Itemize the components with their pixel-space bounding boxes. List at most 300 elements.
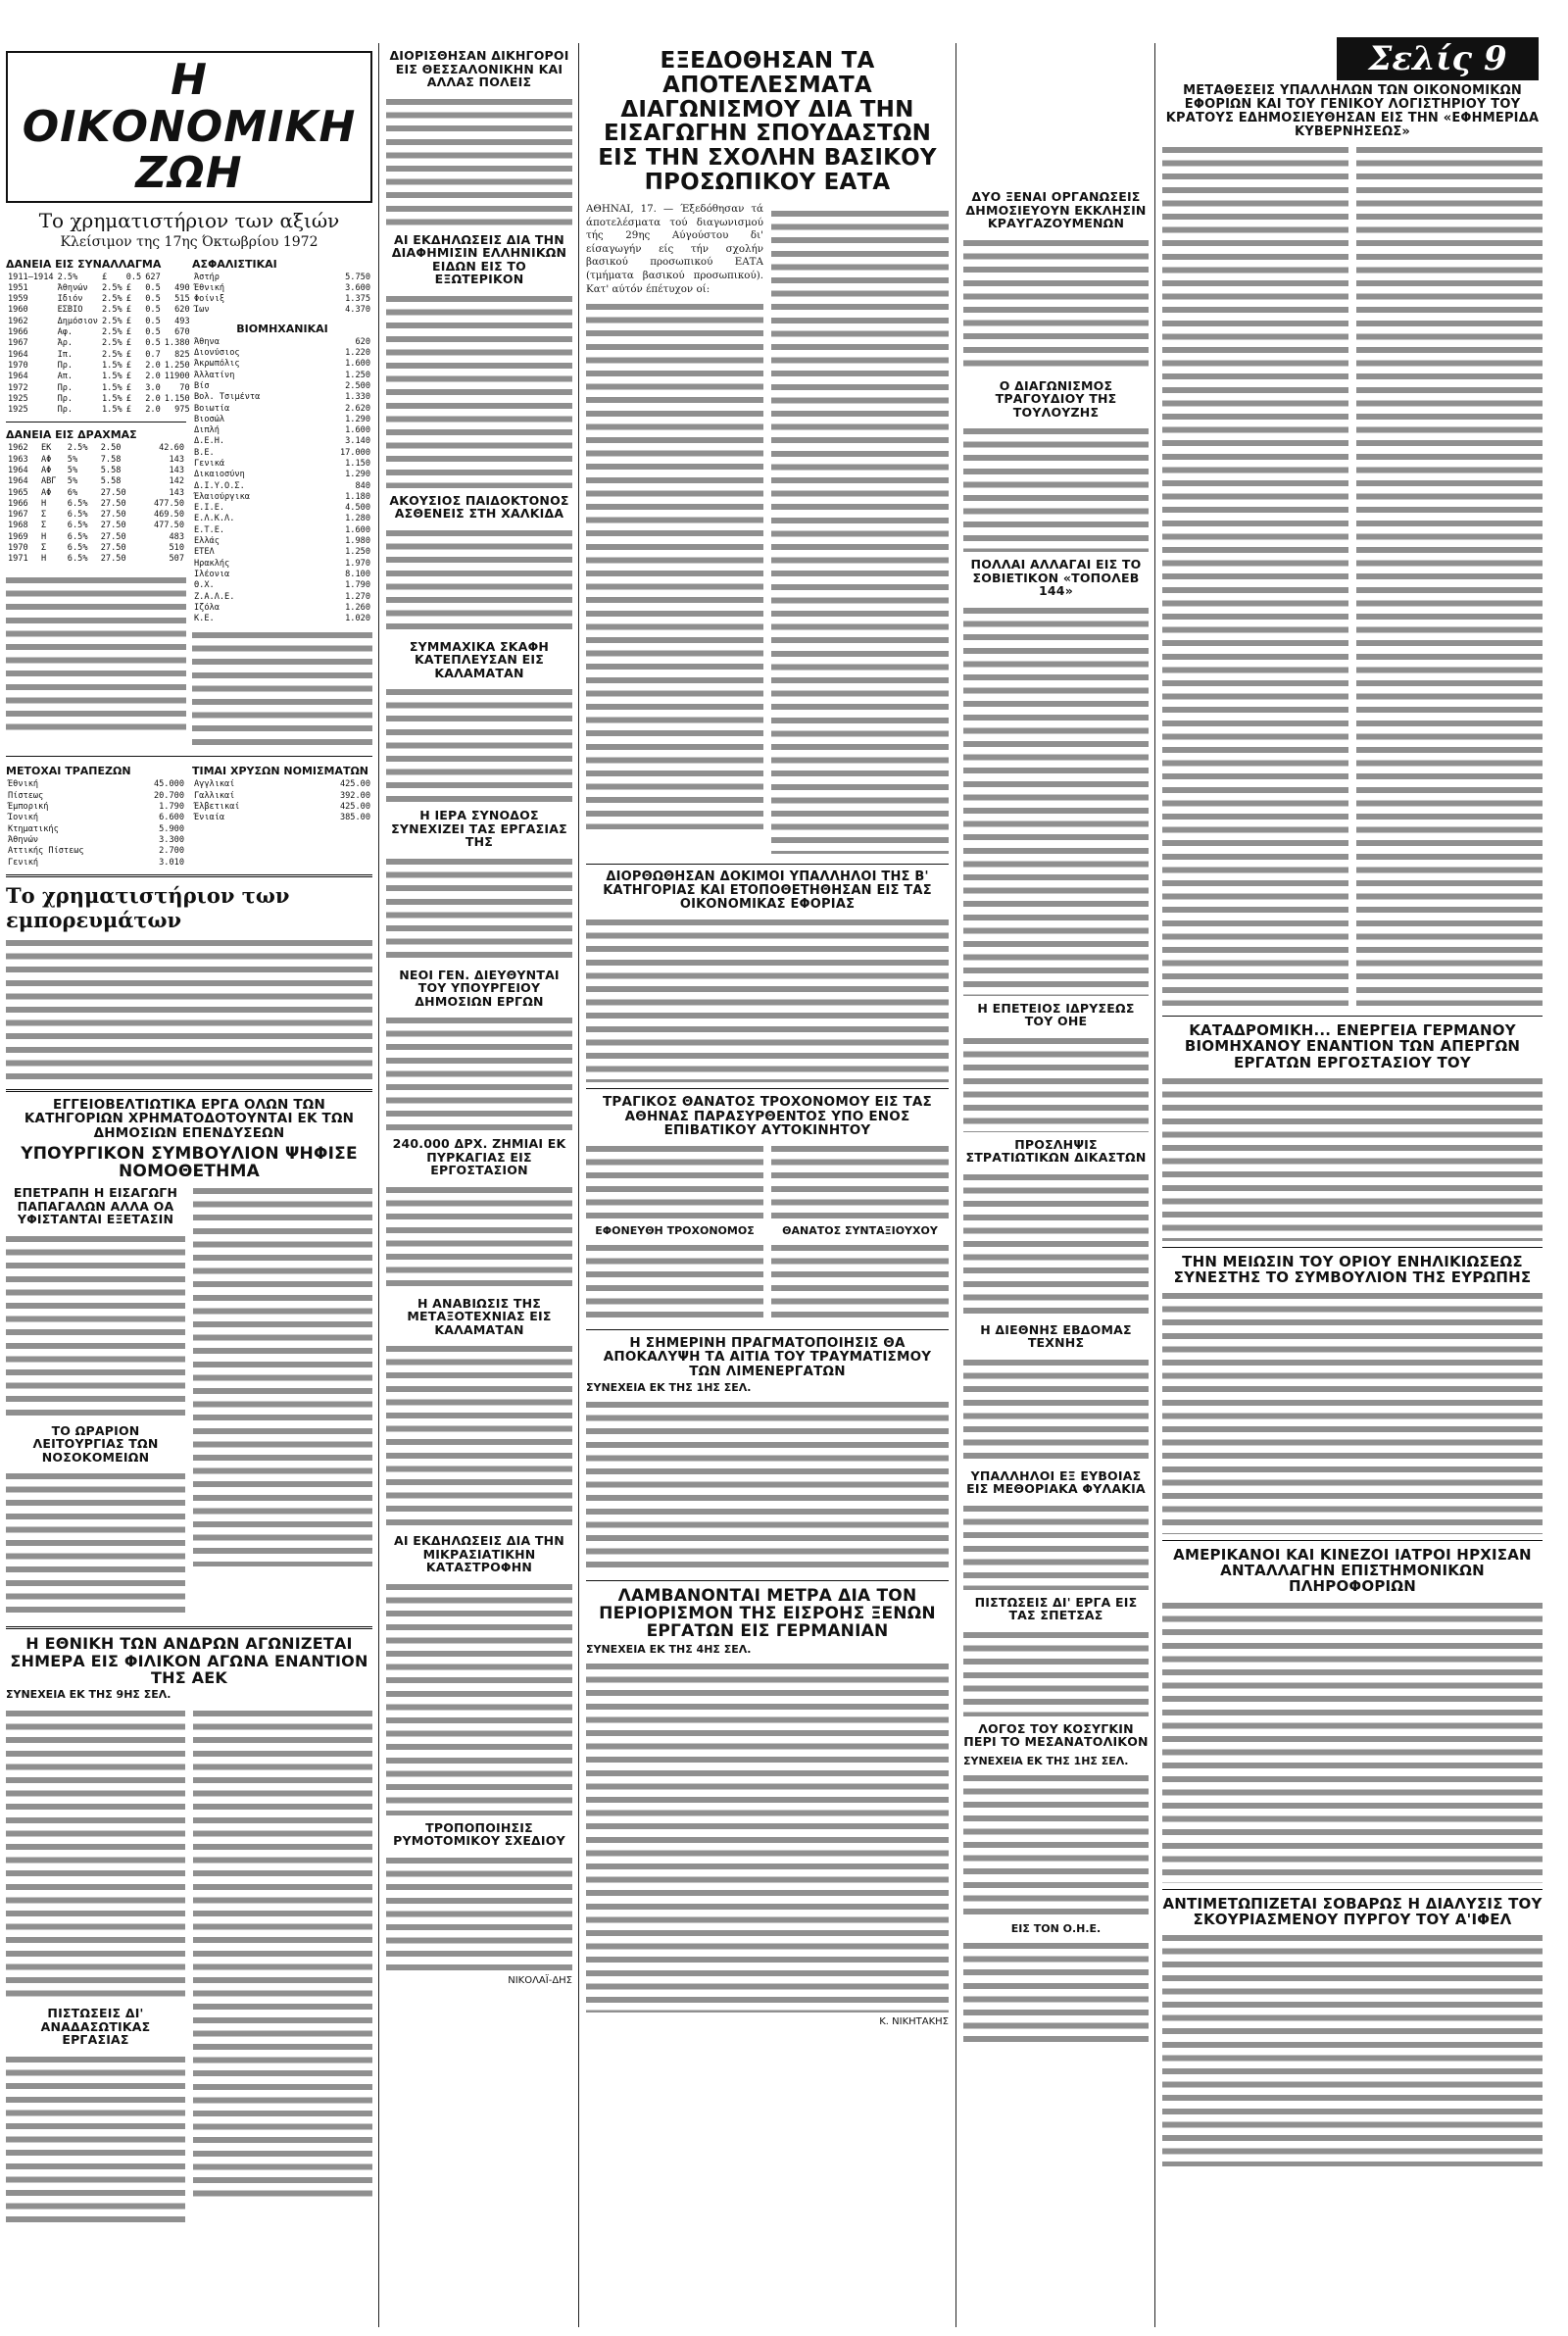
- article-border-posts-text: [963, 1502, 1149, 1590]
- divider: [1162, 1889, 1543, 1890]
- column-divider: [578, 43, 579, 2327]
- article-dockers-title: Η ΣΗΜΕΡΙΝΗ ΠΡΑΓΜΑΤΟΠΟΙΗΣΙΣ ΘΑ ΑΠΟΚΑΛΥΨΗ ΤΑ ΑΙΤΙΑ ΤΟΥ ΤΡΑΥΜΑΤΙΣΜΟΥ ΤΩΝ ΛΙΜΕΝΕΡΓΑΤΩΝ: [603, 1334, 932, 1379]
- table-cell: 6.5%: [67, 531, 88, 542]
- table-cell: 1964: [8, 476, 28, 487]
- table-cell: Η: [40, 554, 47, 565]
- bank-gold-block: [6, 763, 372, 868]
- article-commodities-text: [6, 936, 372, 1083]
- table-cell: £: [125, 360, 131, 371]
- table-cell: Ηρακλής: [194, 558, 230, 569]
- table-cell: Σ: [40, 543, 47, 554]
- article-germany-text: [586, 1660, 949, 2013]
- industrial-row: [192, 592, 372, 603]
- continuation-note: ΣΥΝΕΧΕΙΑ ΕΚ ΤΗΣ 1ΗΣ ΣΕΛ.: [963, 1754, 1129, 1767]
- article-cabinet-left: [6, 1180, 185, 1620]
- table-cell: 1966: [8, 327, 28, 338]
- article-strike-text: [1162, 1074, 1543, 1241]
- table-cell: 27.50: [100, 543, 126, 554]
- table-cell: 4.500: [345, 503, 370, 514]
- article-transfers-left: [1162, 139, 1348, 1010]
- table-cell: 2.5%: [101, 282, 122, 293]
- table-cell: Διπλή: [194, 425, 220, 436]
- article-cabinet-right: [193, 1180, 372, 1620]
- table-cell: Δ.Ε.Η.: [194, 436, 225, 447]
- article-eata-lead: ΑΘΗΝΑΙ, 17. — Έξεδόθησαν τά άποτελέσματα τού διαγωνισμού τής 29ης Αύγούστου δι' είσαγωγήν είς τήν σχολήν βασικού προσωπικού ΕΑΤΑ (τμήματα βασικού προσωπικού). Κατ' αύτόν έπέτυχον οί:: [586, 202, 763, 295]
- table-cell: Πρ.: [57, 360, 74, 371]
- article-chalkida-title: ΑΚΟΥΣΙΟΣ ΠΑΙΔΟΚΤΟΝΟΣ ΑΣΘΕΝΕΙΣ ΣΤΗ ΧΑΛΚΙΔΑ: [389, 492, 569, 521]
- table-cell: 17.000: [339, 447, 370, 458]
- table-cell: 2.0: [145, 405, 161, 416]
- table-cell: 825: [174, 349, 190, 360]
- divider: [586, 1580, 949, 1581]
- industrial-row: [192, 404, 372, 415]
- article-fire-text: [386, 1183, 572, 1291]
- insurance-row: [192, 273, 372, 283]
- table-cell: Αφ.: [57, 327, 74, 338]
- table-cell: Άρ.: [57, 338, 74, 349]
- column-4: [963, 43, 1149, 2327]
- article-eata-right: [771, 203, 949, 858]
- table-cell: 1970: [8, 360, 28, 371]
- table-cell: ΕΚ: [40, 443, 52, 454]
- fx-loan-row: [6, 294, 192, 305]
- article-reforestation-text: [6, 2053, 185, 2229]
- table-cell: 1972: [8, 382, 28, 393]
- table-cell: 3.140: [345, 436, 370, 447]
- table-cell: 3.600: [345, 282, 370, 293]
- article-military-judges-title: ΠΡΟΣΛΗΨΙΣ ΣΤΡΑΤΙΩΤΙΚΩΝ ΔΙΚΑΣΤΩΝ: [965, 1136, 1147, 1165]
- table-cell: 392.00: [339, 790, 370, 801]
- table-cell: 1.020: [345, 614, 370, 624]
- article-reforestation-title: ΠΙΣΤΩΣΕΙΣ ΔΙ' ΑΝΑΔΑΣΩΤΙΚΑΣ ΕΡΓΑΣΙΑΣ: [40, 2006, 151, 2048]
- table-cell: Δημόσιον: [57, 316, 98, 326]
- article-national-team-text: [6, 1707, 185, 2001]
- table-cell: 6.5%: [67, 554, 88, 565]
- table-cell: 2.5%: [101, 305, 122, 316]
- bank-share-row: [6, 858, 186, 869]
- industrial-row: [192, 536, 372, 547]
- article-traffic-left: [586, 1138, 763, 1323]
- article-dockers-text: [586, 1398, 949, 1574]
- drachma-loan-row: [6, 521, 186, 531]
- table-cell: Θ.Χ.: [194, 580, 215, 591]
- table-cell: Κ.Ε.: [194, 614, 215, 624]
- article-eata-left: [586, 203, 763, 858]
- table-cell: 1965: [8, 487, 28, 498]
- table-cell: £: [125, 382, 131, 393]
- table-cell: Άθηνών: [57, 282, 88, 293]
- article-eata-names-2: [771, 207, 949, 854]
- industrial-row: [192, 371, 372, 381]
- table-cell: Δ.Ι.Υ.Ο.Σ.: [194, 480, 245, 491]
- article-toulouse-text: [963, 424, 1149, 552]
- continuation-note: ΣΥΝΕΧΕΙΑ ΕΚ ΤΗΣ 1ΗΣ ΣΕΛ.: [586, 1380, 752, 1394]
- table-cell: Έλβετικαί: [194, 802, 240, 813]
- table-cell: Αττικής Πίστεως: [8, 846, 84, 857]
- table-cell: Έθνική: [8, 779, 39, 790]
- industrial-row: [192, 570, 372, 580]
- article-traffic-sub1: ΕΦΟΝΕΥΘΗ ΤΡΟΧΟΝΟΜΟΣ: [595, 1223, 755, 1237]
- table-cell: 5%: [67, 454, 78, 465]
- article-eiffel-text: [1162, 1931, 1543, 2166]
- article-traffic-text: [586, 1142, 763, 1220]
- table-cell: 1970: [8, 543, 28, 554]
- table-cell: Ε.Τ.Ε.: [194, 524, 225, 535]
- table-cell: 6%: [67, 487, 78, 498]
- table-cell: Σ: [40, 521, 47, 531]
- table-cell: ΕΤΕΛ: [194, 547, 215, 558]
- table-cell: 142: [169, 476, 184, 487]
- table-cell: 27.50: [100, 487, 126, 498]
- article-appeal-title: ΔΥΟ ΞΕΝΑΙ ΟΡΓΑΝΩΣΕΙΣ ΔΗΜΟΣΙΕΥΟΥΝ ΕΚΚΛΗΣΙΝ ΚΡΑΥΓΑΖΟΥΜΕΝΩΝ: [965, 189, 1147, 230]
- table-cell: 6.600: [159, 813, 184, 823]
- industrial-table: [192, 337, 372, 625]
- column-5: [1162, 43, 1543, 2327]
- article-majority-age-text: [1162, 1289, 1543, 1534]
- table-cell: 1.280: [345, 514, 370, 524]
- divider: [586, 1088, 949, 1089]
- table-cell: 42.60: [159, 443, 184, 454]
- table-cell: 507: [169, 554, 184, 565]
- article-public-works-title: ΝΕΟΙ ΓΕΝ. ΔΙΕΥΘΥΝΤΑΙ ΤΟΥ ΥΠΟΥΡΓΕΙΟΥ ΔΗΜΟΣΙΩΝ ΕΡΓΩΝ: [399, 967, 560, 1009]
- fx-loan-row: [6, 317, 192, 327]
- fx-loan-row: [6, 372, 192, 382]
- divider: [1162, 1016, 1543, 1017]
- article-traffic-text-3: [771, 1142, 949, 1220]
- table-cell: 2.5%: [101, 316, 122, 326]
- table-cell: 27.50: [100, 531, 126, 542]
- table-cell: 1968: [8, 521, 28, 531]
- table-cell: 1959: [8, 294, 28, 305]
- table-cell: 469.50: [153, 510, 184, 521]
- table-cell: Κτηματικής: [8, 823, 59, 834]
- fx-loans-head: ΔΑΝΕΙΑ ΕΙΣ ΣΥΝΑΛΛΑΓΜΑ: [6, 257, 162, 271]
- table-cell: Σ: [40, 510, 47, 521]
- table-cell: 5%: [67, 476, 78, 487]
- fx-loan-row: [6, 394, 192, 405]
- article-national-team-left: [6, 1703, 185, 2233]
- insurance-table: [192, 273, 372, 317]
- table-cell: 0.5: [145, 282, 161, 293]
- continuation-note: ΣΥΝΕΧΕΙΑ ΕΚ ΤΗΣ 9ΗΣ ΣΕΛ.: [6, 1688, 172, 1702]
- table-cell: £: [125, 316, 131, 326]
- fx-loan-row: [6, 338, 192, 349]
- article-art-week-text: [963, 1356, 1149, 1464]
- table-cell: 2.5%: [101, 294, 122, 305]
- table-cell: 2.500: [345, 380, 370, 391]
- table-cell: Ιδιόν: [57, 294, 83, 305]
- table-cell: ΕΣΒΙΟ: [57, 305, 83, 316]
- divider: [1162, 1540, 1543, 1541]
- drachma-loans-table: [6, 443, 186, 565]
- industrial-row: [192, 348, 372, 359]
- article-synod-text: [386, 855, 572, 963]
- byline: Κ. ΝΙΚΗΤΑΚΗΣ: [879, 2015, 949, 2027]
- table-cell: 840: [355, 480, 370, 491]
- table-cell: 1.5%: [101, 393, 122, 404]
- table-cell: Ιλέονια: [194, 569, 230, 579]
- article-town-plan-text: [386, 1854, 572, 1971]
- table-cell: 27.50: [100, 498, 126, 509]
- table-cell: 1.790: [159, 802, 184, 813]
- section-title: Η ΟΙΚΟΝΟΜΙΚΗ ΖΩΗ: [22, 55, 357, 199]
- table-cell: Ελλάς: [194, 536, 220, 547]
- table-cell: 2.700: [159, 846, 184, 857]
- table-cell: 620: [355, 336, 370, 347]
- table-cell: 2.0: [145, 393, 161, 404]
- table-cell: Αγγλικαί: [194, 779, 235, 790]
- table-cell: 1.380: [164, 338, 190, 349]
- table-cell: 27.50: [100, 510, 126, 521]
- industrial-row: [192, 359, 372, 370]
- article-appeal-text: [963, 236, 1149, 373]
- table-cell: 1925: [8, 393, 28, 404]
- table-cell: 2.620: [345, 403, 370, 414]
- divider: [6, 1626, 372, 1629]
- industrial-row: [192, 492, 372, 503]
- article-eiffel-title: ΑΝΤΙΜΕΤΩΠΙΖΕΤΑΙ ΣΟΒΑΡΩΣ Η ΔΙΑΛΥΣΙΣ ΤΟΥ ΣΚΟΥΡΙΑΣΜΕΝΟΥ ΠΥΡΓΟΥ ΤΟΥ Α'ΙΦΕΛ: [1162, 1894, 1543, 1928]
- section-title-box: [6, 51, 372, 203]
- table-cell: 5.900: [159, 823, 184, 834]
- table-cell: £: [101, 272, 108, 282]
- table-cell: 5.58: [100, 466, 122, 475]
- table-cell: 975: [174, 405, 190, 416]
- table-cell: 2.50: [100, 443, 122, 454]
- industrial-row: [192, 525, 372, 536]
- article-eata: [586, 203, 949, 858]
- table-cell: 670: [174, 327, 190, 338]
- table-cell: Ε.Λ.Κ.Λ.: [194, 514, 235, 524]
- quote-list-text: [192, 628, 372, 746]
- page-number: 9: [1483, 39, 1507, 78]
- table-cell: 1.250: [345, 547, 370, 558]
- bank-share-row: [6, 779, 186, 790]
- table-cell: Πρ.: [57, 405, 74, 416]
- article-employees-text: [586, 916, 949, 1082]
- article-silk-title: Η ΑΝΑΒΙΩΣΙΣ ΤΗΣ ΜΕΤΑΞΟΤΕΧΝΙΑΣ ΕΙΣ ΚΑΛΑΜΑΤΑΝ: [407, 1295, 552, 1337]
- article-toulouse-title: Ο ΔΙΑΓΩΝΙΣΜΟΣ ΤΡΑΓΟΥΔΙΟΥ ΤΗΣ ΤΟΥΛΟΥΖΗΣ: [995, 377, 1117, 420]
- table-cell: 0.5: [145, 316, 161, 326]
- page-label: Σελίς: [1368, 39, 1473, 78]
- drachma-loan-row: [6, 455, 186, 466]
- table-cell: 2.0: [145, 372, 161, 382]
- article-military-judges-text: [963, 1170, 1149, 1317]
- article-public-works-text: [386, 1014, 572, 1131]
- article-tupolev-text: [963, 604, 1149, 996]
- table-cell: 2.5%: [67, 443, 88, 454]
- drachma-loan-row: [6, 510, 186, 521]
- drachma-loan-row: [6, 543, 186, 554]
- table-cell: Ιζόλα: [194, 602, 220, 613]
- table-cell: Έμπορική: [8, 802, 49, 813]
- article-traffic-text-2: [586, 1241, 763, 1319]
- drachma-loan-row: [6, 488, 186, 499]
- article-tupolev-title: ΠΟΛΛΑΙ ΑΛΛΑΓΑΙ ΕΙΣ ΤΟ ΣΟΒΙΕΤΙΚΟΝ «ΤΟΠΟΛΕΒ 144»: [970, 557, 1142, 598]
- table-cell: Ιπ.: [57, 349, 74, 360]
- article-spetses-title: ΠΙΣΤΩΣΕΙΣ ΔΙ' ΕΡΓΑ ΕΙΣ ΤΑΣ ΣΠΕΤΣΑΣ: [974, 1594, 1138, 1622]
- article-strike-title: ΚΑΤΑΔΡΟΜΙΚΗ... ΕΝΕΡΓΕΙΑ ΓΕΡΜΑΝΟΥ ΒΙΟΜΗΧΑΝΟΥ ΕΝΑΝΤΙΟΝ ΤΩΝ ΑΠΕΡΓΩΝ ΕΡΓΑΤΩΝ ΕΡΓΟΣΤΑΣΙΟΥ ΤΟΥ: [1184, 1021, 1521, 1071]
- industrial-row: [192, 425, 372, 436]
- article-transfers: [1162, 139, 1543, 1010]
- table-cell: Βοιωτία: [194, 403, 230, 414]
- table-cell: 11900: [164, 372, 190, 382]
- table-cell: 627: [145, 272, 161, 282]
- table-cell: Άλλατίνη: [194, 370, 235, 380]
- divider: [1162, 1247, 1543, 1248]
- table-cell: 1962: [8, 316, 28, 326]
- table-cell: 0.5: [145, 294, 161, 305]
- table-cell: 3.010: [159, 857, 184, 868]
- byline: ΝΙΚΟΛΑΪ-ΔΗΣ: [508, 1974, 572, 1986]
- bank-share-row: [6, 835, 186, 846]
- insurance-row: [192, 305, 372, 316]
- article-kosygin-text: [963, 1771, 1149, 1918]
- gold-coins: [192, 763, 372, 868]
- continuation-note: ΣΥΝΕΧΕΙΑ ΕΚ ΤΗΣ 4ΗΣ ΣΕΛ.: [586, 1642, 752, 1656]
- table-cell: 1.220: [345, 348, 370, 359]
- industrial-row: [192, 392, 372, 403]
- drachma-loan-row: [6, 466, 186, 476]
- table-cell: 620: [174, 305, 190, 316]
- table-cell: 0.5: [145, 338, 161, 349]
- table-cell: 0.7: [145, 349, 161, 360]
- divider: [6, 756, 372, 757]
- divider: [6, 874, 372, 877]
- article-hospitals-text: [6, 1469, 185, 1616]
- article-traffic-sub2: ΘΑΝΑΤΟΣ ΣΥΝΤΑΞΙΟΥΧΟΥ: [782, 1223, 938, 1237]
- article-doctors-text: [1162, 1599, 1543, 1883]
- industrial-row: [192, 381, 372, 392]
- table-cell: 7.58: [100, 454, 122, 465]
- article-un-anniversary-text: [963, 1034, 1149, 1132]
- table-cell: Έθνική: [194, 282, 225, 293]
- table-cell: 1.250: [345, 370, 370, 380]
- table-cell: 1962: [8, 443, 28, 454]
- table-cell: 45.000: [153, 779, 184, 790]
- fx-loan-row: [6, 405, 192, 416]
- article-cabinet: [6, 1180, 372, 1620]
- article-un-sub: ΕΙΣ ΤΟΝ Ο.Η.Ε.: [1010, 1921, 1102, 1935]
- table-cell: Η: [40, 531, 47, 542]
- table-cell: 1.600: [345, 425, 370, 436]
- article-synod-title: Η ΙΕΡΑ ΣΥΝΟΔΟΣ ΣΥΝΕΧΙΖΕΙ ΤΑΣ ΕΡΓΑΣΙΑΣ ΤΗΣ: [391, 808, 567, 849]
- gold-coin-row: [192, 791, 372, 802]
- article-art-week-title: Η ΔΙΕΘΝΗΣ ΕΒΔΟΜΑΣ ΤΕΧΝΗΣ: [980, 1321, 1132, 1350]
- fx-loan-row: [6, 305, 192, 316]
- table-cell: 3.300: [159, 834, 184, 845]
- column-divider: [378, 43, 379, 2327]
- table-cell: 1.250: [164, 360, 190, 371]
- article-traffic: [586, 1138, 949, 1323]
- table-cell: 0.5: [145, 305, 161, 316]
- gold-coin-row: [192, 813, 372, 823]
- table-cell: 1.790: [345, 580, 370, 591]
- table-cell: 1.970: [345, 558, 370, 569]
- drachma-loan-row: [6, 443, 186, 454]
- table-cell: 143: [169, 466, 184, 475]
- table-cell: 2.5%: [101, 338, 122, 349]
- table-cell: £: [125, 405, 131, 416]
- table-cell: Πίστεως: [8, 790, 44, 801]
- industrial-row: [192, 337, 372, 348]
- gold-coins-head: ΤΙΜΑΙ ΧΡΥΣΩΝ ΝΟΜΙΣΜΑΤΩΝ: [192, 765, 369, 778]
- table-cell: 6.5%: [67, 510, 88, 521]
- table-cell: 1.5%: [101, 382, 122, 393]
- article-commodities-title: Το χρηματιστήριον των εμπορευμάτων: [6, 882, 290, 932]
- gold-coin-row: [192, 802, 372, 813]
- article-fire-title: 240.000 ΔΡΧ. ΖΗΜΙΑΙ ΕΚ ΠΥΡΚΑΓΙΑΣ ΕΙΣ ΕΡΓΟΣΤΑΣΙΟΝ: [392, 1136, 566, 1177]
- table-cell: 477.50: [153, 521, 184, 531]
- market-subtitle: Το χρηματιστήριον των αξιών: [38, 208, 340, 232]
- table-cell: 1.600: [345, 524, 370, 535]
- table-cell: 1951: [8, 282, 28, 293]
- table-cell: 477.50: [153, 498, 184, 509]
- table-cell: £: [125, 327, 131, 338]
- table-cell: 1.270: [345, 591, 370, 602]
- table-cell: 5.58: [100, 476, 122, 487]
- table-cell: 1.980: [345, 536, 370, 547]
- article-greek-products-text: [386, 292, 572, 488]
- table-cell: Άστήρ: [194, 272, 220, 282]
- table-cell: £: [125, 393, 131, 404]
- table-cell: 510: [169, 543, 184, 554]
- table-cell: 1971: [8, 554, 28, 565]
- table-cell: Άθηνα: [194, 336, 220, 347]
- table-cell: 20.700: [153, 790, 184, 801]
- table-cell: ΑΒΓ: [40, 476, 57, 487]
- table-cell: Ένιαία: [194, 813, 225, 823]
- table-cell: 1.600: [345, 359, 370, 370]
- market-left: [6, 256, 190, 751]
- table-cell: 1964: [8, 372, 28, 382]
- industrial-row: [192, 614, 372, 624]
- table-cell: £: [125, 338, 131, 349]
- table-cell: ΑΦ: [40, 487, 52, 498]
- table-cell: Ζ.Α.Λ.Ε.: [194, 591, 235, 602]
- market-date: Κλείσιμον της 17ης Όκτωβρίου 1972: [60, 233, 318, 250]
- drachma-loan-row: [6, 554, 186, 565]
- table-cell: 5.750: [345, 272, 370, 282]
- article-doctors-title: ΑΜΕΡΙΚΑΝΟΙ ΚΑΙ ΚΙΝΕΖΟΙ ΙΑΤΡΟΙ ΗΡΧΙΣΑΝ ΑΝΤΑΛΛΑΓΗΝ ΕΠΙΣΤΗΜΟΝΙΚΩΝ ΠΛΗΡΟΦΟΡΙΩΝ: [1173, 1546, 1532, 1596]
- table-cell: Βολ. Τσιμέντα: [194, 392, 261, 403]
- fx-loans-table: [6, 273, 192, 417]
- bank-share-row: [6, 846, 186, 857]
- table-cell: Άθηνών: [8, 834, 39, 845]
- table-cell: £: [125, 305, 131, 316]
- article-national-team-text-2: [193, 1707, 372, 2197]
- table-cell: 1960: [8, 305, 28, 316]
- table-cell: Άκρωπόλις: [194, 359, 240, 370]
- article-cabinet-text: [193, 1184, 372, 1566]
- table-cell: ΑΦ: [40, 454, 52, 465]
- table-cell: Γαλλικαί: [194, 790, 235, 801]
- table-cell: £: [125, 372, 131, 382]
- article-greek-products-title: ΑΙ ΕΚΔΗΛΩΣΕΙΣ ΔΙΑ ΤΗΝ ΔΙΑΦΗΜΙΣΙΝ ΕΛΛΗΝΙΚΩΝ ΕΙΔΩΝ ΕΙΣ ΤΟ ΕΞΩΤΕΡΙΚΟΝ: [391, 231, 567, 286]
- table-cell: Πρ.: [57, 393, 74, 404]
- industrial-row: [192, 580, 372, 591]
- article-chalkida-text: [386, 526, 572, 634]
- table-cell: 1.290: [345, 470, 370, 480]
- column-3: [586, 43, 949, 2327]
- industrial-row: [192, 459, 372, 470]
- table-cell: 493: [174, 316, 190, 326]
- table-cell: £: [125, 282, 131, 293]
- table-cell: 6.5%: [67, 543, 88, 554]
- industrial-row: [192, 514, 372, 524]
- table-cell: 143: [169, 454, 184, 465]
- industrial-row: [192, 470, 372, 480]
- table-cell: 1925: [8, 405, 28, 416]
